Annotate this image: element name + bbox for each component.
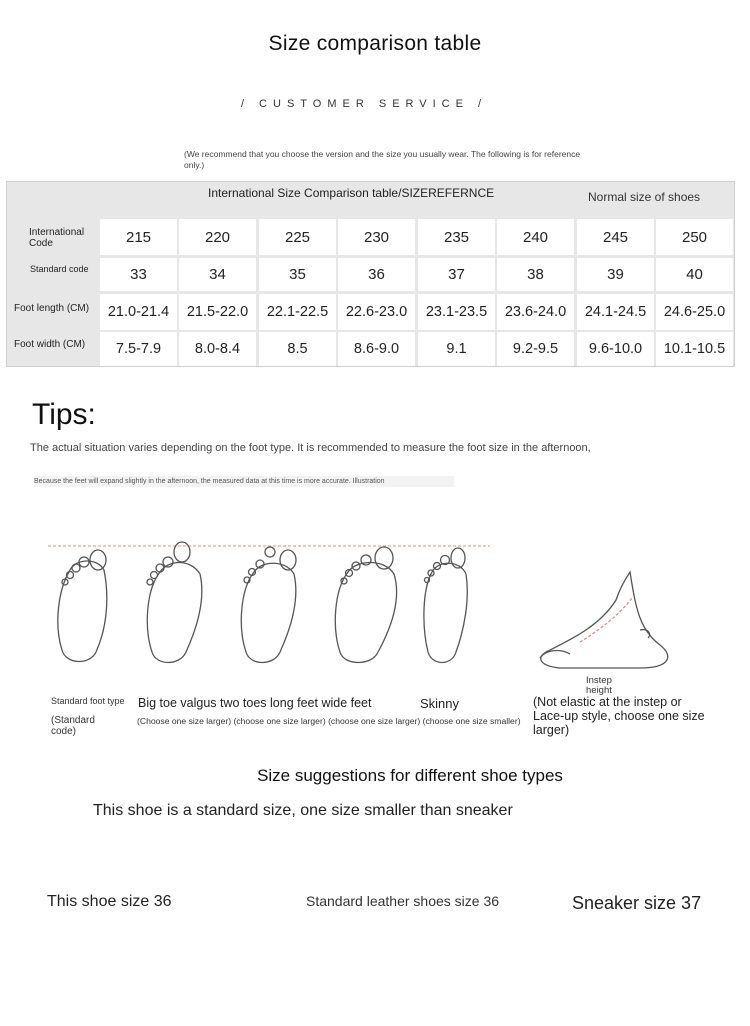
table-cell: 230 [338,219,415,255]
foot-wide-icon [335,547,396,663]
table-header-title: International Size Comparison table/SIZEREFERNCE [208,186,495,200]
table-cell: 235 [418,219,495,255]
suggestions-title: Size suggestions for different shoe types [257,766,563,785]
leather-shoe-size: Standard leather shoes size 36 [306,893,500,909]
row-label-foot-length: Foot length (CM) [14,303,90,314]
label-instep-height: Instep height [586,675,612,696]
this-shoe-size: This shoe size 36 [47,893,172,910]
recommend-note: (We recommend that you choose the version and the size you usually wear. The following is for reference only.) [184,149,581,170]
table-cell: 225 [259,219,336,255]
label-standard-code: (Standard code) [51,715,95,737]
label-standard-foot: Standard foot type [51,696,125,706]
foot-standard-icon [58,550,107,662]
table-cell: 9.2-9.5 [497,332,574,366]
foot-big-toe-valgus-icon [147,542,202,663]
tips-text: The actual situation varies depending on the foot type. It is recommended to measure the foot size in the afternoon, [30,442,591,454]
foot-side-view-icon [540,572,668,668]
feet-illustration [40,530,700,680]
instep-line [580,598,632,642]
table-cell: 36 [338,258,415,291]
foot-skinny-icon [424,548,467,663]
table-header-right: Normal size of shoes [588,190,701,204]
table-cell: 37 [418,258,495,291]
table-cell: 38 [497,258,574,291]
table-cell: 9.6-10.0 [577,332,654,366]
tips-subtext: Because the feet will expand slightly in the afternoon, the measured data at this time is more accurate. Illustration [34,476,454,487]
label-choose-size: (Choose one size larger) (choose one size larger) (choose one size larger) (choose one size smaller) [137,716,521,726]
table-cell: 215 [100,219,177,255]
table-cell: 8.6-9.0 [338,332,415,366]
table-cell: 240 [497,219,574,255]
row-label-standard: Standard code [30,264,89,274]
table-cell: 23.1-23.5 [418,294,495,330]
tips-heading: Tips: [32,398,96,431]
table-cell: 220 [179,219,256,255]
row-label-foot-width: Foot width (CM) [14,339,86,350]
suggestions-line: This shoe is a standard size, one size smaller than sneaker [93,802,513,819]
table-cell: 24.6-25.0 [656,294,733,330]
table-cell: 8.5 [259,332,336,366]
customer-service-banner: / CUSTOMER SERVICE / [240,98,488,110]
row-label-international: International Code [29,227,85,249]
table-cell: 10.1-10.5 [656,332,733,366]
table-cell: 21.0-21.4 [100,294,177,330]
table-cell: 40 [656,258,733,291]
table-cell: 24.1-24.5 [577,294,654,330]
table-cell: 22.6-23.0 [338,294,415,330]
table-cell: 33 [100,258,177,291]
label-skinny: Skinny [420,696,460,711]
label-foot-types: Big toe valgus two toes long feet wide feet [138,696,372,710]
table-cell: 21.5-22.0 [179,294,256,330]
foot-two-toes-long-icon [241,547,296,663]
label-instep-note: (Not elastic at the instep or Lace-up style, choose one size larger) [533,695,705,737]
table-cell: 23.6-24.0 [497,294,574,330]
table-cell: 7.5-7.9 [100,332,177,366]
page-title: Size comparison table [268,32,482,55]
table-cell: 35 [259,258,336,291]
table-cell: 34 [179,258,256,291]
table-cell: 245 [577,219,654,255]
table-cell: 9.1 [418,332,495,366]
table-cell: 22.1-22.5 [259,294,336,330]
table-cell: 250 [656,219,733,255]
sneaker-size: Sneaker size 37 [572,893,702,913]
table-cell: 8.0-8.4 [179,332,256,366]
table-cell: 39 [577,258,654,291]
